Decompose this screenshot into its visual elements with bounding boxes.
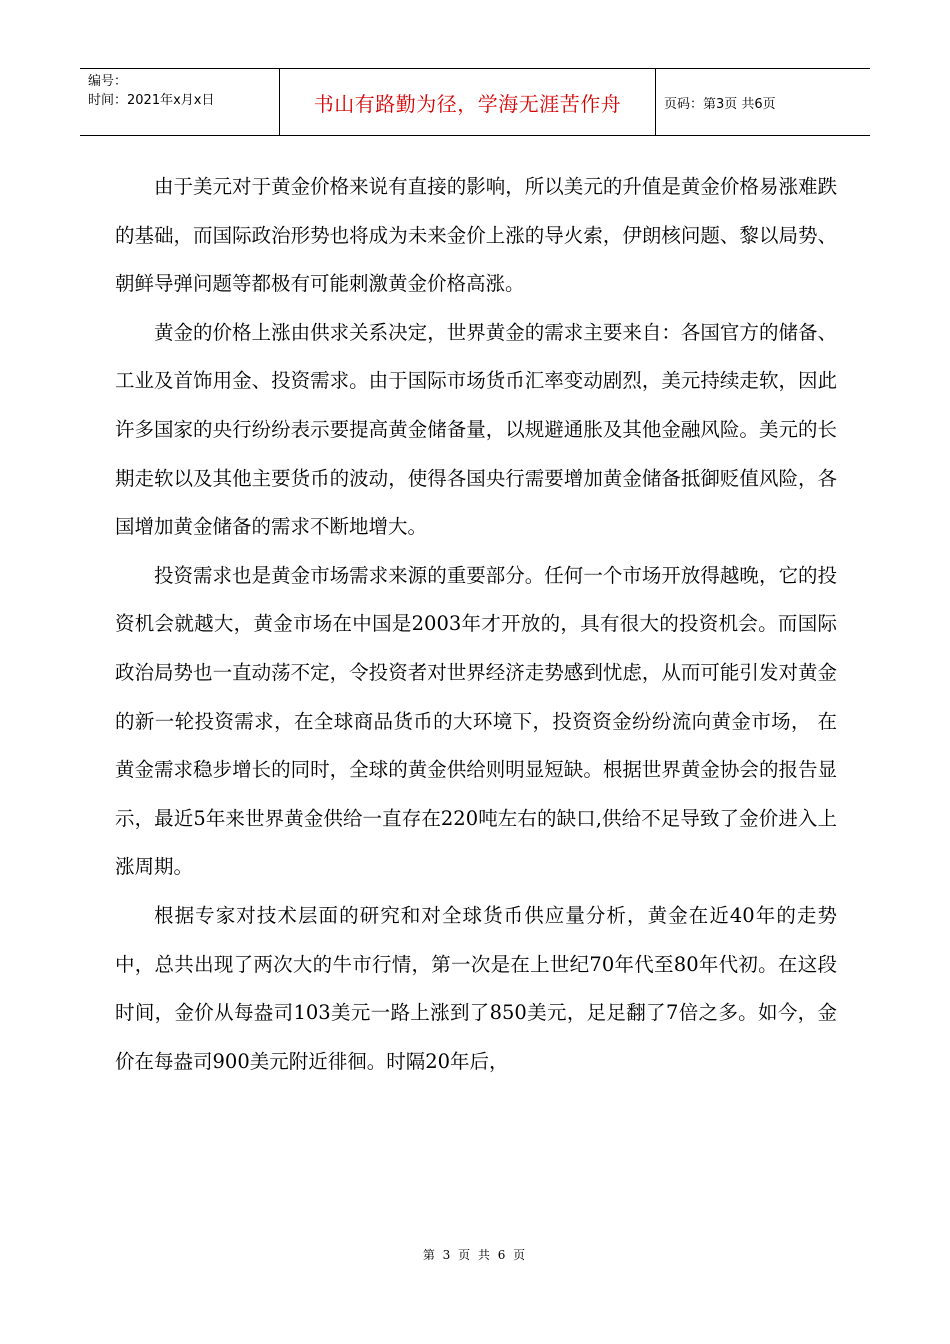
paragraph: 根据专家对技术层面的研究和对全球货币供应量分析，黄金在近40年的走势中，总共出现了两次大的牛市行情，第一次是在上世纪70年代至80年代初。在这段时间，金价从每盎司103美元一路上涨到了850美元，足足翻了7倍之多。如今，金价在每盎司900美元附近徘徊。时隔20年后， (115, 903, 837, 1073)
page-footer: 第 3 页 共 6 页 (422, 1248, 528, 1262)
time-label: 时间：2021年x月x日 (88, 93, 215, 108)
paragraph: 黄金的价格上涨由供求关系决定，世界黄金的需求主要来自：各国官方的储备、工业及首饰用金、投资需求。由于国际市场货币汇率变动剧烈，美元持续走软，因此许多国家的央行纷纷表示要提高黄金储备量，以规避通胀及其他金融风险。美元的长期走软以及其他主要货币的波动，使得各国央行需要增加黄金储备抵御贬值风险，各国增加黄金储备的需求不断地增大。 (115, 320, 837, 539)
number-label: 编号： (88, 74, 128, 89)
page-code: 页码：第3页 共6页 (664, 96, 776, 112)
paragraph: 投资需求也是黄金市场需求来源的重要部分。任何一个市场开放得越晚，它的投资机会就越大，黄金市场在中国是2003年才开放的，具有很大的投资机会。而国际政治局势也一直动荡不定，令投资者对世界经济走势感到忧虑，从而可能引发对黄金的新一轮投资需求，在全球商品货币的大环境下，投资资金纷纷流向黄金市场， 在黄金需求稳步增长的同时，全球的黄金供给则明显短缺。根据世界黄金协会的报告显示，最近5年来世界黄金供给一直存在220吨左右的缺口,供给不足导致了金价进入上涨周期。 (115, 563, 837, 879)
motto-text: 书山有路勤为径，学海无涯苦作舟 (313, 91, 622, 116)
header-meta-cell (80, 69, 280, 135)
paragraph: 由于美元对于黄金价格来说有直接的影响，所以美元的升值是黄金价格易涨难跌的基础，而国际政治形势也将成为未来金价上涨的导火索，伊朗核问题、黎以局势、朝鲜导弹问题等都极有可能刺激黄金价格高涨。 (115, 175, 837, 296)
header-page-cell (656, 69, 870, 135)
header-motto-cell (280, 69, 656, 135)
document-header (80, 68, 870, 136)
body-text (115, 163, 837, 1086)
